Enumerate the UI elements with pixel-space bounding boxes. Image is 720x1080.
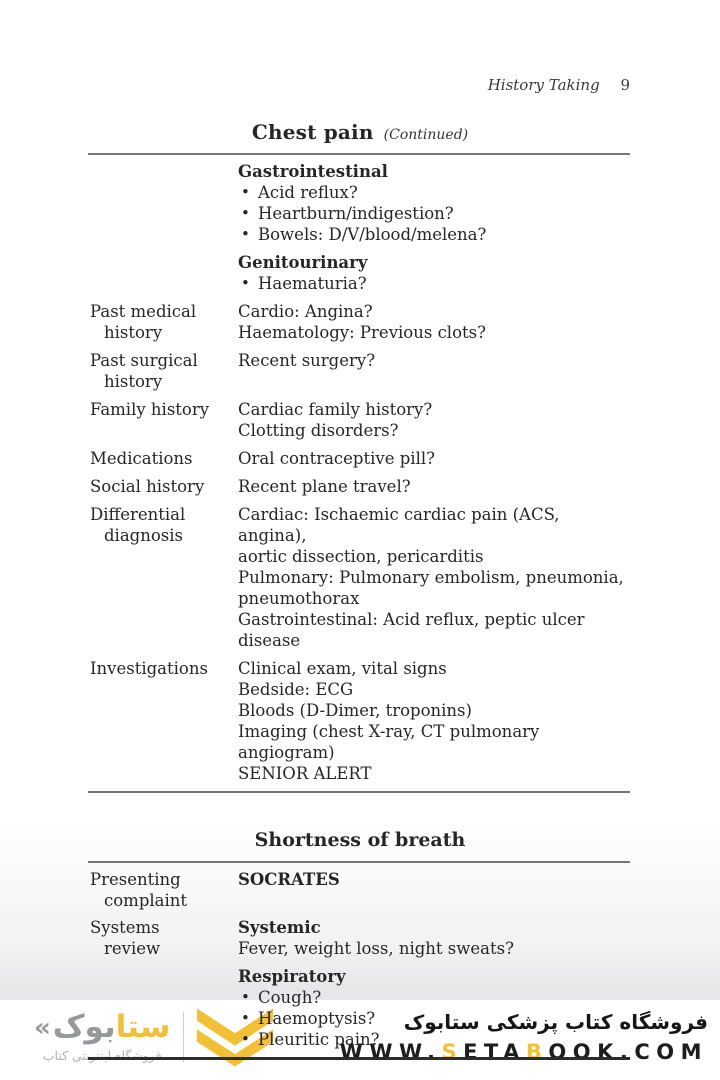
row-label-line: complaint <box>104 891 188 910</box>
value-line: Bloods (D-Dimer, troponins) <box>238 701 472 720</box>
value-line: Oral contraceptive pill? <box>238 449 435 468</box>
value-heading: Gastrointestinal <box>238 162 388 181</box>
table-row <box>90 301 630 343</box>
shortness-of-breath-title: Shortness of breath <box>254 829 466 851</box>
table-bottom-rule <box>88 791 630 793</box>
website-segment: ETA <box>463 1040 526 1064</box>
row-label-line: review <box>104 939 161 958</box>
chest-pain-title-text: Chest pain <box>251 120 374 144</box>
row-label <box>90 301 238 343</box>
chest-pain-title-continued: (Continued) <box>383 127 469 143</box>
wordmark-gray-part: بوک <box>52 1008 116 1045</box>
value-line: Clinical exam, vital signs <box>238 659 447 678</box>
value-line: Cardio: Angina? <box>238 302 373 321</box>
row-value <box>238 301 630 343</box>
table-row <box>90 917 630 1050</box>
row-label <box>90 869 238 911</box>
value-line: Haematology: Previous clots? <box>238 323 486 342</box>
value-line: SENIOR ALERT <box>238 764 372 783</box>
value-line: Fever, weight loss, night sweats? <box>238 939 514 958</box>
row-value <box>238 869 630 911</box>
row-label <box>90 161 238 294</box>
row-value <box>238 658 630 784</box>
table-top-rule <box>88 153 630 155</box>
value-bullet: • Cough? <box>238 987 630 1008</box>
running-head-title: History Taking <box>487 76 600 94</box>
value-line: Cardiac: Ischaemic cardiac pain (ACS, angina), <box>238 505 560 545</box>
value-line: Recent plane travel? <box>238 477 411 496</box>
row-label-line: Presenting <box>90 870 181 889</box>
value-heading: Genitourinary <box>238 253 368 272</box>
row-label <box>90 658 238 784</box>
store-name: فروشگاه کتاب پزشکی ستابوک <box>403 1010 708 1034</box>
row-label-line: Differential <box>90 505 186 524</box>
row-label-line: Social history <box>90 477 205 496</box>
chest-pain-title <box>90 120 630 144</box>
value-line: pneumothorax <box>238 589 360 608</box>
row-label <box>90 399 238 441</box>
value-line: Pulmonary: Pulmonary embolism, pneumonia, <box>238 568 624 587</box>
row-label <box>90 504 238 651</box>
value-bullet: • Pleuritic pain? <box>238 1029 630 1050</box>
table-row <box>90 476 630 497</box>
shortness-of-breath-table <box>90 869 630 1050</box>
row-label-line: Medications <box>90 449 193 468</box>
table-top-rule <box>88 861 630 863</box>
value-bullet: • Acid reflux? <box>238 182 630 203</box>
table-row <box>90 658 630 784</box>
value-bullet: • Haemoptysis? <box>238 1008 630 1029</box>
value-heading: Respiratory <box>238 967 346 986</box>
running-head <box>90 76 630 94</box>
value-line: aortic dissection, pericarditis <box>238 547 484 566</box>
website-segment-accent: B <box>525 1040 549 1064</box>
table-row <box>90 869 630 911</box>
page-number: 9 <box>620 76 630 94</box>
guillemet-icon: « <box>34 1012 51 1043</box>
website-segment-accent: S <box>441 1040 464 1064</box>
row-label-line: Investigations <box>90 659 208 678</box>
row-label-line: Family history <box>90 400 210 419</box>
value-heading: Systemic <box>238 918 321 937</box>
row-label-line: Systems <box>90 918 160 937</box>
value-line: Gastrointestinal: Acid reflux, peptic ulcer disease <box>238 610 585 650</box>
row-label-line: diagnosis <box>104 526 184 545</box>
table-row <box>90 504 630 651</box>
table-row <box>90 161 630 294</box>
value-line: Clotting disorders? <box>238 421 399 440</box>
row-label-line: history <box>104 372 163 391</box>
row-value <box>238 504 630 651</box>
table-row <box>90 448 630 469</box>
row-label-line: history <box>104 323 163 342</box>
row-value <box>238 350 630 392</box>
value-bullet: • Bowels: D/V/blood/melena? <box>238 224 630 245</box>
logo-tagline: فروشگاه اینترنتی کتاب <box>42 1047 162 1063</box>
row-value <box>238 476 630 497</box>
value-bullet: • Haematuria? <box>238 273 630 294</box>
website-segment: OOK.COM <box>548 1040 708 1064</box>
value-heading: SOCRATES <box>238 870 340 889</box>
row-value <box>238 161 630 294</box>
value-line: Imaging (chest X-ray, CT pulmonary angiogram) <box>238 722 540 762</box>
chest-pain-table <box>90 161 630 784</box>
row-label <box>90 448 238 469</box>
row-value <box>238 399 630 441</box>
value-line: Cardiac family history? <box>238 400 433 419</box>
table-row <box>90 350 630 392</box>
row-label-line: Past medical <box>90 302 197 321</box>
wordmark-yellow-part: ستا <box>115 1008 171 1045</box>
row-label <box>90 350 238 392</box>
page-bottom-rule <box>88 1057 630 1060</box>
row-value <box>238 448 630 469</box>
value-bullet: • Heartburn/indigestion? <box>238 203 630 224</box>
website-segment: WWW. <box>339 1040 442 1064</box>
row-label-line: Past surgical <box>90 351 198 370</box>
value-line: Recent surgery? <box>238 351 376 370</box>
row-label <box>90 476 238 497</box>
row-label <box>90 917 238 1050</box>
row-value <box>238 917 630 1050</box>
value-line: Bedside: ECG <box>238 680 354 699</box>
table-row <box>90 399 630 441</box>
